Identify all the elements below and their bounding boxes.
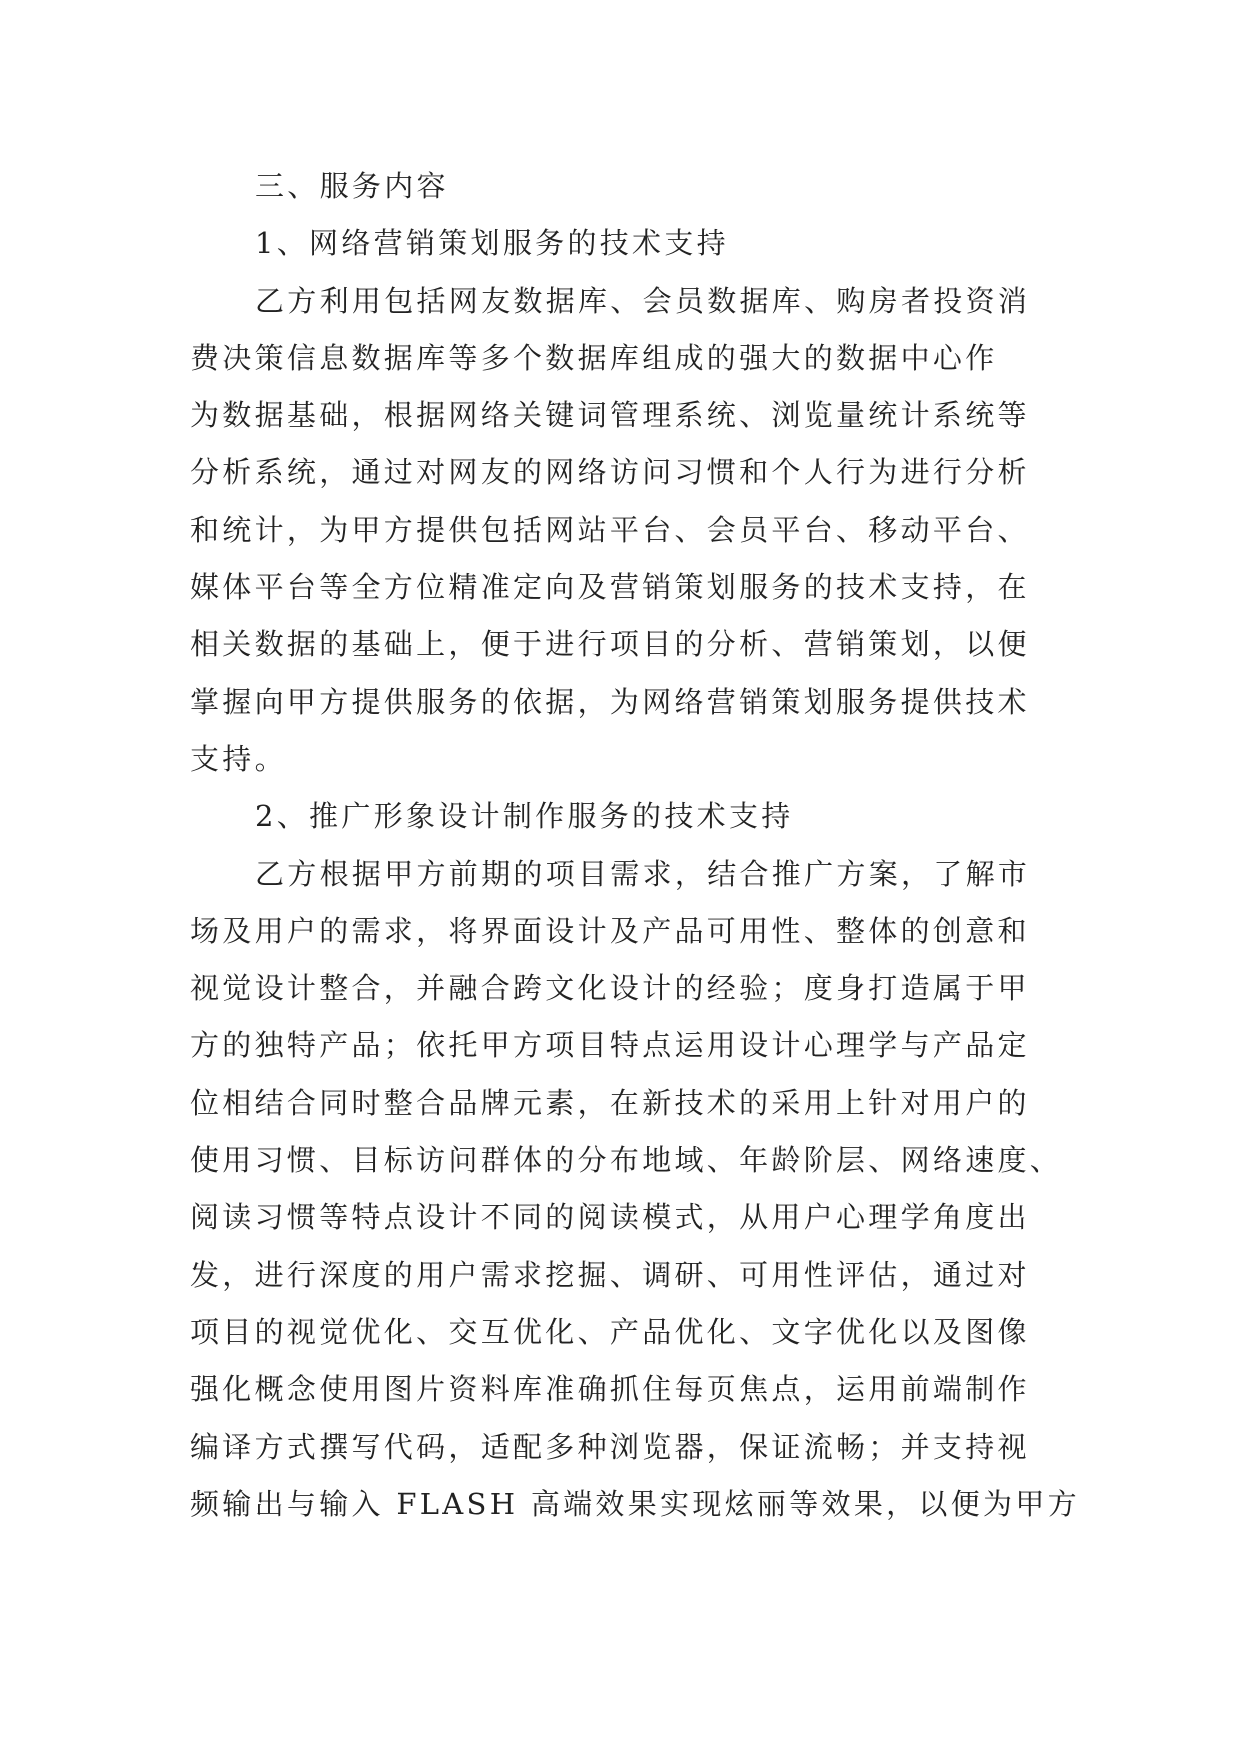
paragraph-line: 发，进行深度的用户需求挖掘、调研、可用性评估，通过对: [190, 1257, 1030, 1292]
paragraph-line: 费决策信息数据库等多个数据库组成的强大的数据中心作: [190, 340, 998, 375]
paragraph-line: 方的独特产品；依托甲方项目特点运用设计心理学与产品定: [190, 1028, 1030, 1063]
paragraph-line: 强化概念使用图片资料库准确抓住每页焦点，运用前端制作: [190, 1372, 1030, 1407]
subsection-1-heading: 1、网络营销策划服务的技术支持: [255, 226, 729, 261]
paragraph-line: 编译方式撰写代码，适配多种浏览器，保证流畅；并支持视: [190, 1429, 1030, 1464]
paragraph-line: 频输出与输入 FLASH 高端效果实现炫丽等效果，以便为甲方: [190, 1486, 1080, 1521]
paragraph-line: 项目的视觉优化、交互优化、产品优化、文字优化以及图像: [190, 1314, 1030, 1349]
paragraph-line: 视觉设计整合，并融合跨文化设计的经验；度身打造属于甲: [190, 971, 1030, 1006]
paragraph-line: 媒体平台等全方位精准定向及营销策划服务的技术支持，在: [190, 570, 1030, 605]
subsection-2-heading: 2、推广形象设计制作服务的技术支持: [255, 799, 794, 834]
paragraph-line: 相关数据的基础上，便于进行项目的分析、营销策划，以便: [190, 627, 1030, 662]
paragraph-line: 位相结合同时整合品牌元素，在新技术的采用上针对用户的: [190, 1085, 1030, 1120]
paragraph-line: 和统计，为甲方提供包括网站平台、会员平台、移动平台、: [190, 512, 1030, 547]
subsection-1-paragraph: [190, 273, 1050, 789]
paragraph-line: 分析系统，通过对网友的网络访问习惯和个人行为进行分析: [190, 455, 1030, 490]
paragraph-line: 乙方利用包括网友数据库、会员数据库、购房者投资消: [255, 283, 1031, 318]
paragraph-line: 使用习惯、目标访问群体的分布地域、年龄阶层、网络速度、: [190, 1143, 1063, 1178]
paragraph-line: 阅读习惯等特点设计不同的阅读模式，从用户心理学角度出: [190, 1200, 1030, 1235]
paragraph-line: 场及用户的需求，将界面设计及产品可用性、整体的创意和: [190, 913, 1030, 948]
paragraph-line: 掌握向甲方提供服务的依据，为网络营销策划服务提供技术: [190, 684, 1030, 719]
document-page: [190, 158, 1080, 1638]
paragraph-line: 乙方根据甲方前期的项目需求，结合推广方案，了解市: [255, 856, 1031, 891]
section-heading: 三、服务内容: [255, 169, 449, 203]
paragraph-line: 为数据基础，根据网络关键词管理系统、浏览量统计系统等: [190, 398, 1030, 433]
subsection-2-paragraph: [190, 846, 1080, 1534]
paragraph-line: 支持。: [190, 741, 287, 776]
